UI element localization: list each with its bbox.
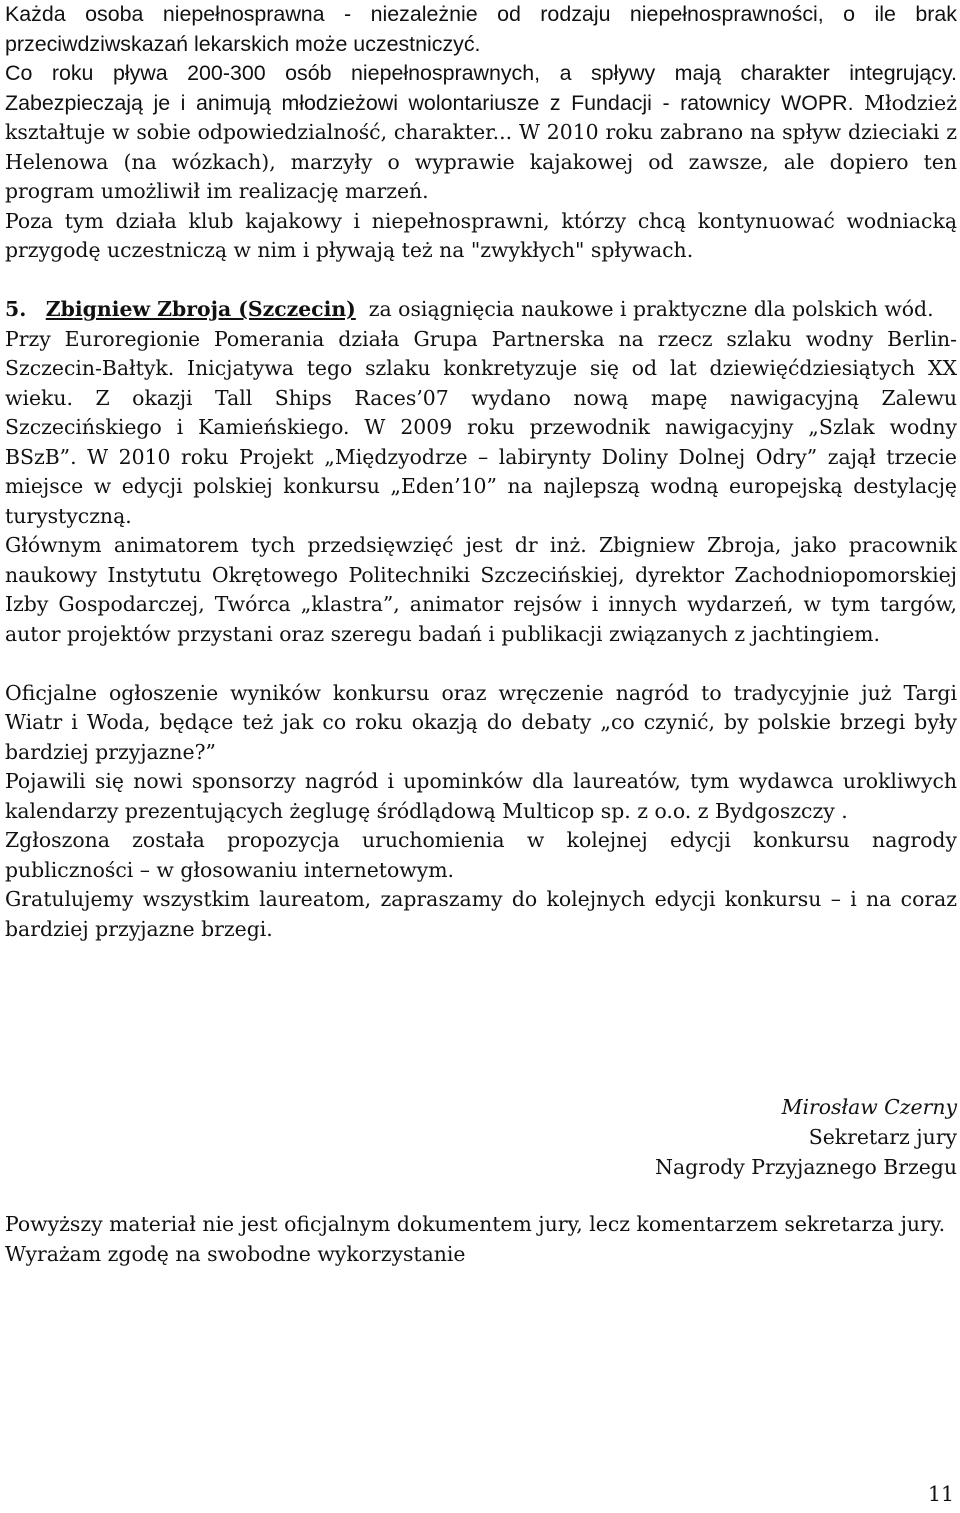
paragraph-text: Przy Euroregionie Pomerania działa Grupa Partnerska na rzecz szlaku wodny Berlin-Szczecin-Bałtyk. Inicjatywa tego szlaku konkretyzuje się od lat dziewięćdziesiątych XX wieku. Z okazji Tall Ships Races’07 wydano nową mapę nawigacyjną Zalewu Szczecińskiego i Kamieńskiego. W 2009 roku przewodnik nawigacyjny „Szlak wodny BSzB”. W 2010 roku Projekt „Międzyodrze – labirynty Doliny Dolnej Odry” zajął trzecie miejsce w edycji polskiej konkursu „Eden’10” na najlepszą wodną europejską destylację turystyczną. [5, 326, 957, 528]
document-body [5, 0, 957, 944]
consent-note [5, 1240, 957, 1270]
disclaimer-note [5, 1210, 957, 1240]
paragraph-text: Każda osoba niepełnosprawna - niezależnie od rodzaju niepełnosprawności, o ile brak przeciwdziwskazań lekarskich może uczestniczyć. [5, 2, 957, 56]
signature-block [655, 1092, 957, 1182]
paragraph-text: Powyższy materiał nie jest oficjalnym dokumentem jury, lecz komentarzem sekretarza jury. [5, 1212, 946, 1236]
signatory-name: Mirosław Czerny [781, 1095, 957, 1119]
paragraph-text: Zgłoszona została propozycja uruchomienia w kolejnej edycji konkursu nagrody publiczności – w głosowaniu internetowym. [5, 828, 957, 882]
laureate-name: Zbigniew Zbroja (Szczecin) [45, 297, 356, 321]
award-reason: za osiągnięcia naukowe i praktyczne dla polskich wód. [368, 297, 934, 321]
page-number: 11 [928, 1482, 954, 1506]
paragraph-text: Oficjalne ogłoszenie wyników konkursu oraz wręczenie nagród to tradycyjnie już Targi Wiatr i Woda, będące też jak co roku okazją do debaty „co czynić, by polskie brzegi były bardziej przyjazne?” [5, 680, 957, 764]
paragraph-participation [5, 0, 957, 59]
footer-notes [5, 1210, 957, 1269]
paragraph-announcement [5, 679, 957, 768]
spacer [5, 649, 957, 679]
paragraph-text: Pojawili się nowi sponsorzy nagród i upominków dla laureatów, tym wydawca urokliwych kalendarzy prezentujących żeglugę śródlądową Multicop sp. z o.o. z Bydgoszczy . [5, 769, 957, 823]
paragraph-animator [5, 531, 957, 649]
signatory-role: Sekretarz jury [808, 1125, 957, 1149]
paragraph-text: Gratulujemy wszystkim laureatom, zapraszamy do kolejnych edycji konkursu – i na coraz bardziej przyjazne brzegi. [5, 887, 957, 941]
section-number: 5. [5, 297, 27, 321]
paragraph-proposal [5, 826, 957, 885]
section-5-heading [5, 295, 957, 325]
paragraph-text: Poza tym działa klub kajakowy i niepełnosprawni, którzy chcą kontynuować wodniacką przygodę uczestniczą w nim i pływają też na "zwykłych" spływach. [5, 208, 957, 262]
signatory-organization: Nagrody Przyjaznego Brzegu [655, 1155, 957, 1179]
paragraph-euroregion [5, 325, 957, 532]
paragraph-text-youth: Młodzież kształtuje w sobie odpowiedzialność, charakter... W 2010 roku zabrano na spływ dzieciaki z Helenowa (na wózkach), marzyły o wyprawie kajakowej od zawsze, ale dopiero ten program umożliwił im realizację marzeń. [5, 90, 957, 203]
paragraph-volunteers [5, 59, 957, 207]
paragraph-congratulations [5, 885, 957, 944]
paragraph-text: Co roku pływa 200-300 osób niepełnosprawnych, a spływy mają charakter integrujący. Zabezpieczają je i animują młodzieżowi wolontariusze z Fundacji - ratownicy WOPR. [5, 61, 957, 115]
paragraph-kayak-club [5, 207, 957, 266]
paragraph-text: Wyrażam zgodę na swobodne wykorzystanie [5, 1241, 466, 1266]
paragraph-text: Głównym animatorem tych przedsięwzięć jest dr inż. Zbigniew Zbroja, jako pracownik naukowy Instytutu Okrętowego Politechniki Szczecińskiej, dyrektor Zachodniopomorskiej Izby Gospodarczej, Twórca „klastra”, animator rejsów i innych wydarzeń, w tym targów, autor projektów przystani oraz szeregu badań i publikacji związanych z jachtingiem. [5, 533, 957, 646]
paragraph-sponsors [5, 767, 957, 826]
spacer [5, 266, 957, 296]
